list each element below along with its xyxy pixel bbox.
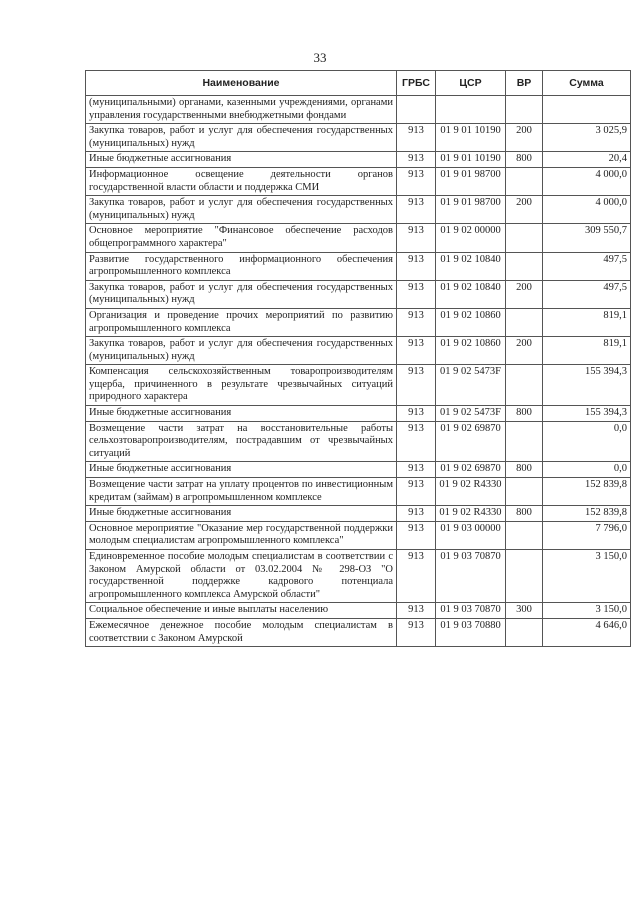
cell-csr: 01 9 01 98700 (436, 196, 506, 224)
cell-vr (506, 308, 543, 336)
cell-name: Возмещение части затрат на восстановительные работы сельхозтоваропроизводителям, пострадавшим от чрезвычайных ситуаций (86, 421, 397, 462)
cell-sum: 152 839,8 (543, 506, 631, 522)
cell-sum: 819,1 (543, 308, 631, 336)
cell-vr (506, 96, 543, 124)
table-row (86, 365, 631, 406)
cell-grbs: 913 (397, 506, 436, 522)
cell-csr (436, 96, 506, 124)
table-row (86, 96, 631, 124)
cell-grbs: 913 (397, 421, 436, 462)
budget-table (85, 70, 631, 647)
cell-sum (543, 96, 631, 124)
cell-csr: 01 9 02 5473F (436, 365, 506, 406)
cell-vr: 200 (506, 196, 543, 224)
header-vr: ВР (506, 71, 543, 96)
cell-name: Ежемесячное денежное пособие молодым специалистам в соответствии с Законом Амурской (86, 618, 397, 646)
cell-grbs: 913 (397, 478, 436, 506)
table-row (86, 406, 631, 422)
cell-sum: 3 150,0 (543, 603, 631, 619)
cell-grbs: 913 (397, 406, 436, 422)
cell-sum: 155 394,3 (543, 365, 631, 406)
cell-grbs: 913 (397, 521, 436, 549)
table-row (86, 152, 631, 168)
cell-sum: 20,4 (543, 152, 631, 168)
cell-name: Информационное освещение деятельности органов государственной власти области и поддержка СМИ (86, 167, 397, 195)
cell-vr: 200 (506, 124, 543, 152)
cell-grbs: 913 (397, 252, 436, 280)
table-row (86, 421, 631, 462)
cell-name: Закупка товаров, работ и услуг для обеспечения государственных (муниципальных) нужд (86, 280, 397, 308)
cell-grbs: 913 (397, 167, 436, 195)
table-row (86, 337, 631, 365)
cell-csr: 01 9 02 10840 (436, 280, 506, 308)
cell-name: Закупка товаров, работ и услуг для обеспечения государственных (муниципальных) нужд (86, 196, 397, 224)
cell-csr: 01 9 03 70870 (436, 550, 506, 603)
cell-sum: 497,5 (543, 252, 631, 280)
cell-name: Закупка товаров, работ и услуг для обеспечения государственных (муниципальных) нужд (86, 337, 397, 365)
table-row (86, 462, 631, 478)
table-row (86, 308, 631, 336)
cell-grbs: 913 (397, 196, 436, 224)
cell-grbs (397, 96, 436, 124)
cell-sum: 4 646,0 (543, 618, 631, 646)
table-row (86, 506, 631, 522)
table-row (86, 478, 631, 506)
cell-name: Иные бюджетные ассигнования (86, 506, 397, 522)
cell-sum: 3 025,9 (543, 124, 631, 152)
cell-vr (506, 421, 543, 462)
cell-sum: 4 000,0 (543, 196, 631, 224)
cell-vr (506, 521, 543, 549)
cell-grbs: 913 (397, 152, 436, 168)
cell-vr (506, 618, 543, 646)
table-row (86, 280, 631, 308)
cell-vr (506, 167, 543, 195)
table-row (86, 252, 631, 280)
cell-csr: 01 9 03 70880 (436, 618, 506, 646)
cell-csr: 01 9 02 5473F (436, 406, 506, 422)
cell-grbs: 913 (397, 224, 436, 252)
cell-vr: 800 (506, 462, 543, 478)
cell-name: Основное мероприятие "Оказание мер государственной поддержки молодым специалистам агропромышленного комплекса" (86, 521, 397, 549)
table-row (86, 550, 631, 603)
cell-grbs: 913 (397, 365, 436, 406)
cell-csr: 01 9 02 69870 (436, 421, 506, 462)
cell-grbs: 913 (397, 618, 436, 646)
page-number: 33 (313, 50, 327, 65)
cell-csr: 01 9 03 70870 (436, 603, 506, 619)
cell-name: Организация и проведение прочих мероприятий по развитию агропромышленного комплекса (86, 308, 397, 336)
table-row (86, 603, 631, 619)
cell-grbs: 913 (397, 124, 436, 152)
cell-name: (муниципальными) органами, казенными учреждениями, органами управления государственными внебюджетными фондами (86, 96, 397, 124)
cell-csr: 01 9 02 R4330 (436, 506, 506, 522)
cell-name: Иные бюджетные ассигнования (86, 152, 397, 168)
cell-csr: 01 9 01 10190 (436, 152, 506, 168)
header-name: Наименование (86, 71, 397, 96)
cell-csr: 01 9 03 00000 (436, 521, 506, 549)
cell-sum: 819,1 (543, 337, 631, 365)
header-grbs: ГРБС (397, 71, 436, 96)
cell-sum: 0,0 (543, 462, 631, 478)
cell-grbs: 913 (397, 337, 436, 365)
cell-sum: 155 394,3 (543, 406, 631, 422)
cell-vr (506, 550, 543, 603)
cell-csr: 01 9 02 R4330 (436, 478, 506, 506)
cell-sum: 7 796,0 (543, 521, 631, 549)
cell-csr: 01 9 02 69870 (436, 462, 506, 478)
table-row (86, 224, 631, 252)
table-row (86, 521, 631, 549)
cell-grbs: 913 (397, 603, 436, 619)
cell-name: Социальное обеспечение и иные выплаты населению (86, 603, 397, 619)
cell-vr: 800 (506, 152, 543, 168)
cell-sum: 152 839,8 (543, 478, 631, 506)
cell-csr: 01 9 02 00000 (436, 224, 506, 252)
table-header-row (86, 71, 631, 96)
cell-vr: 200 (506, 280, 543, 308)
cell-grbs: 913 (397, 462, 436, 478)
cell-vr (506, 224, 543, 252)
cell-vr (506, 365, 543, 406)
cell-grbs: 913 (397, 308, 436, 336)
cell-vr: 200 (506, 337, 543, 365)
cell-csr: 01 9 02 10840 (436, 252, 506, 280)
cell-name: Иные бюджетные ассигнования (86, 406, 397, 422)
cell-csr: 01 9 02 10860 (436, 337, 506, 365)
table-row (86, 167, 631, 195)
cell-sum: 309 550,7 (543, 224, 631, 252)
cell-sum: 497,5 (543, 280, 631, 308)
cell-sum: 0,0 (543, 421, 631, 462)
table-row (86, 124, 631, 152)
cell-name: Основное мероприятие "Финансовое обеспечение расходов общепрограммного характера" (86, 224, 397, 252)
header-csr: ЦСР (436, 71, 506, 96)
cell-csr: 01 9 01 10190 (436, 124, 506, 152)
cell-grbs: 913 (397, 550, 436, 603)
cell-csr: 01 9 01 98700 (436, 167, 506, 195)
cell-name: Компенсация сельскохозяйственным товаропроизводителям ущерба, причиненного в результате чрезвычайных ситуаций природного характера (86, 365, 397, 406)
cell-sum: 4 000,0 (543, 167, 631, 195)
cell-name: Иные бюджетные ассигнования (86, 462, 397, 478)
cell-vr: 800 (506, 506, 543, 522)
header-sum: Сумма (543, 71, 631, 96)
cell-vr (506, 252, 543, 280)
cell-sum: 3 150,0 (543, 550, 631, 603)
cell-name: Развитие государственного информационного обеспечения агропромышленного комплекса (86, 252, 397, 280)
cell-csr: 01 9 02 10860 (436, 308, 506, 336)
cell-name: Единовременное пособие молодым специалистам в соответствии с Законом Амурской области от 03.02.2004 № 298-ОЗ "О государственной поддержке кадрового потенциала агропромышленного комплекса Амурской области" (86, 550, 397, 603)
cell-name: Возмещение части затрат на уплату процентов по инвестиционным кредитам (займам) в агропромышленном комплексе (86, 478, 397, 506)
table-row (86, 618, 631, 646)
cell-grbs: 913 (397, 280, 436, 308)
cell-vr: 300 (506, 603, 543, 619)
cell-vr: 800 (506, 406, 543, 422)
cell-name: Закупка товаров, работ и услуг для обеспечения государственных (муниципальных) нужд (86, 124, 397, 152)
cell-vr (506, 478, 543, 506)
table-row (86, 196, 631, 224)
